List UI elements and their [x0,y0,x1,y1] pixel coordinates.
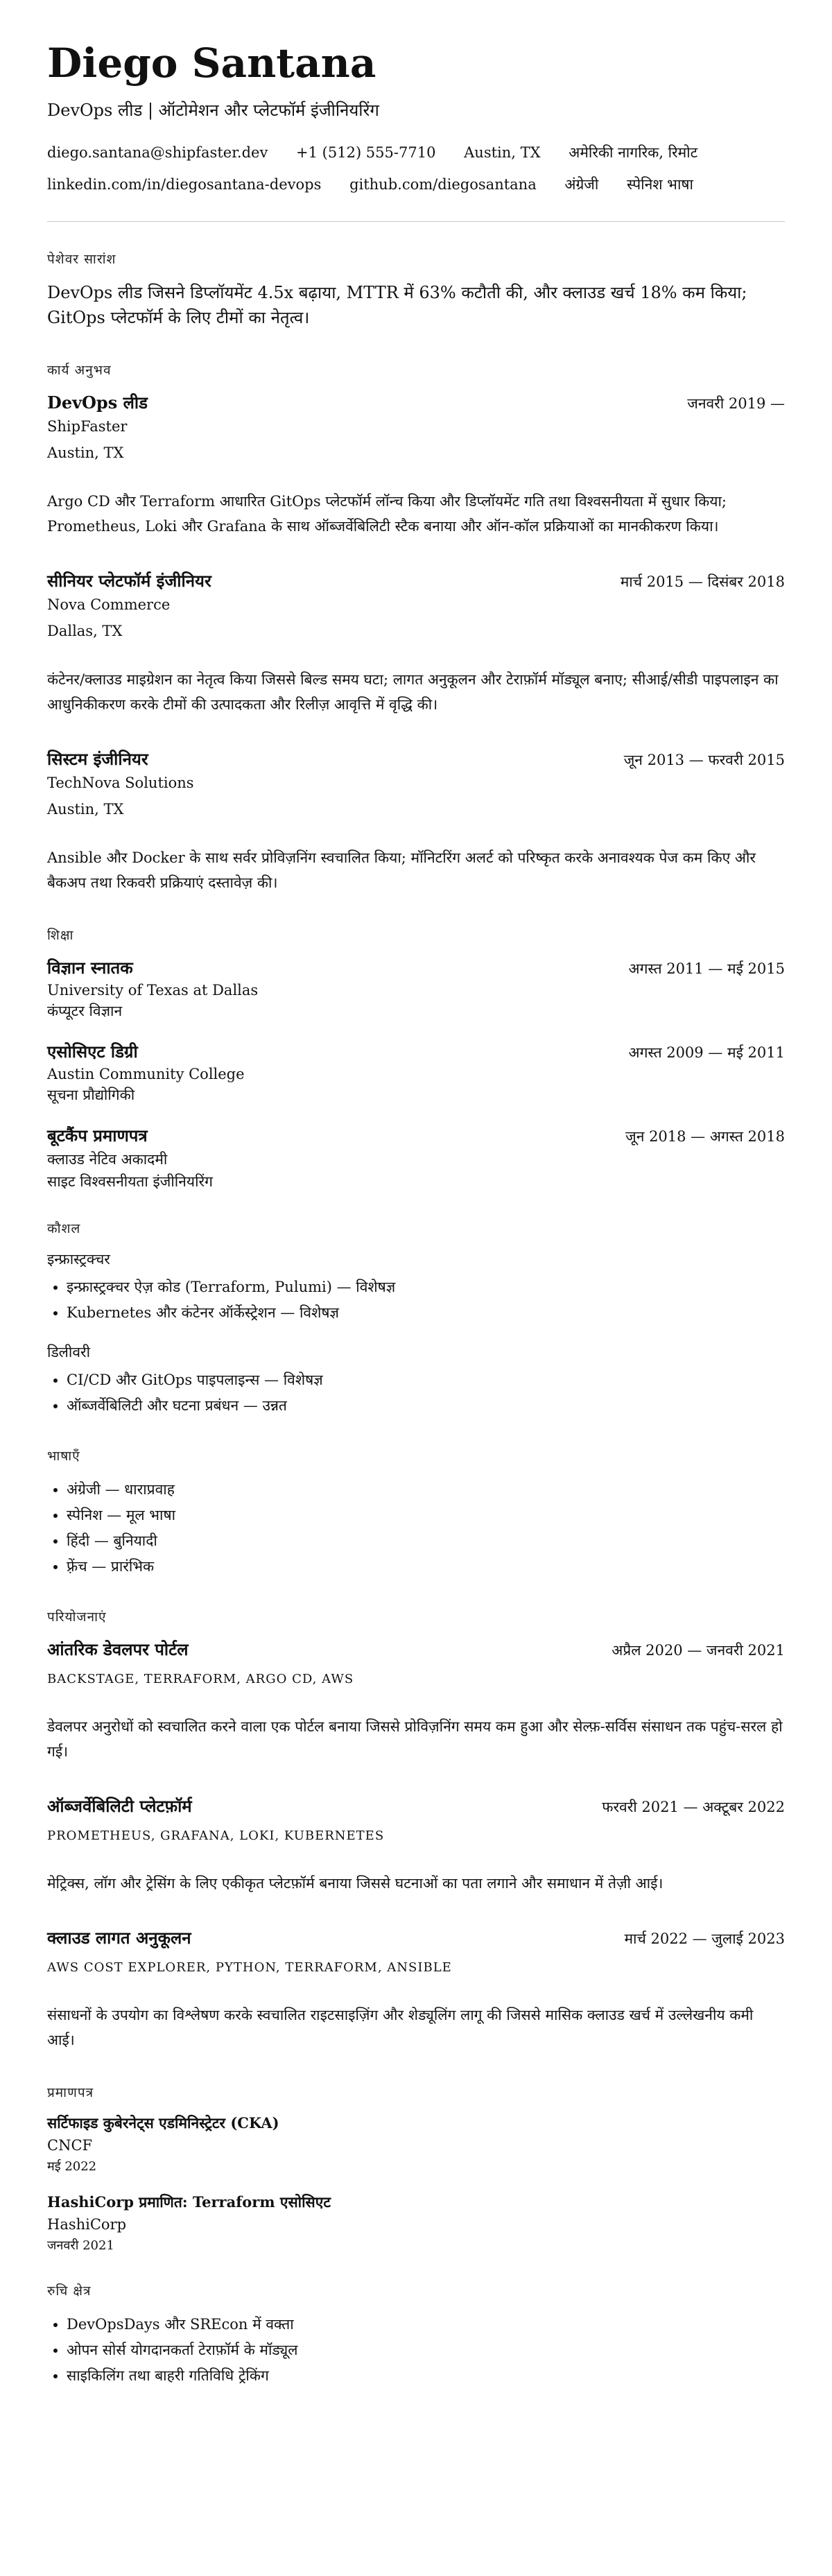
project-dates: फरवरी 2021 — अक्टूबर 2022 [602,1798,785,1815]
languages-section [47,1446,785,1580]
company-name: ShipFaster [47,417,128,435]
education-section [47,926,785,1191]
education-entry [47,1124,785,1191]
certification-entry [47,2193,785,2254]
job-description: Argo CD और Terraform आधारित GitOps प्लेटफॉर्म लॉन्च किया और डिप्लॉयमेंट गति तथा विश्वसनीयता में सुधार किया; Prometheus, Loki और Grafana के साथ ऑब्जर्वेबिलिटी स्टैक बनाया और ऑन-कॉल प्रक्रियाओं का मानकीकरण किया। [47,492,727,535]
project-title: क्लाउड लागत अनुकूलन [47,1927,191,1948]
interest-item: • DevOpsDays और SREcon में वक्ता [67,2312,785,2337]
job-location: Austin, TX [47,800,124,818]
company-name: Nova Commerce [47,596,171,613]
job-location: Austin, TX [47,444,124,461]
linkedin-link[interactable]: linkedin.com/in/diegosantana-devops [47,175,322,193]
summary-section [47,250,785,330]
skill-item: • ऑब्जर्वेबिलिटी और घटना प्रबंधन — उन्नत [67,1393,785,1419]
education-dates: अगस्त 2009 — मई 2011 [628,1044,785,1061]
degree: एसोसिएट डिग्री [47,1041,138,1062]
interests-section [47,2281,785,2389]
skills-section [47,1219,785,1419]
skill-item: • इन्फ्रास्ट्रक्चर ऐज़ कोड (Terraform, Pulumi) — विशेषज्ञ [67,1274,785,1300]
skill-list [47,1367,785,1419]
job-title: DevOps लीड [47,392,148,413]
certification-issuer: HashiCorp [47,2215,127,2233]
language-item: • हिंदी — बुनियादी [67,1528,785,1554]
headline: DevOps लीड | ऑटोमेशन और प्लेटफॉर्म इंजीनियरिंग [47,100,379,120]
project-dates: अप्रैल 2020 — जनवरी 2021 [612,1641,785,1659]
interest-item: • ओपन सोर्स योगदानकर्ता टेराफ़ॉर्म के मॉड्यूल [67,2337,785,2363]
phone[interactable]: +1 (512) 555-7710 [296,144,436,161]
certification-name: सर्टिफाइड कुबेरनेट्स एडमिनिस्ट्रेटर (CKA) [47,2113,279,2132]
job-description: Ansible और Docker के साथ सर्वर प्रोविज़निंग स्वचालित किया; मॉनिटरिंग अलर्ट को परिष्कृत करके अनावश्यक पेज कम किए और बैकअप तथा रिकवरी प्रक्रियाएं दस्तावेज़ की। [47,849,756,891]
field-of-study: साइट विश्वसनीयता इंजीनियरिंग [47,1173,213,1190]
company-name: TechNova Solutions [47,774,194,791]
header-divider [47,221,785,222]
language-item: • फ़्रेंच — प्रारंभिक [67,1554,785,1580]
job-dates: जून 2013 — फरवरी 2015 [623,751,785,768]
field-of-study: सूचना प्रौद्योगिकी [47,1086,135,1103]
certification-date: मई 2022 [47,2159,97,2174]
experience-entry [47,391,785,539]
experience-entry [47,569,785,717]
education-dates: अगस्त 2011 — मई 2015 [628,960,785,977]
language-spanish: स्पेनिश भाषा [627,175,693,193]
experience-section [47,361,785,895]
certifications-section [47,2083,785,2254]
projects-section [47,1607,785,2052]
language-item: • अंग्रेजी — धाराप्रवाह [67,1477,785,1503]
job-dates: जनवरी 2019 — [687,395,785,412]
project-dates: मार्च 2022 — जुलाई 2023 [624,1930,785,1947]
field-of-study: कंप्यूटर विज्ञान [47,1002,123,1019]
project-tech: AWS COST EXPLORER, PYTHON, TERRAFORM, ANSIBLE [47,1960,452,1975]
language-list [47,1477,785,1580]
project-description: संसाधनों के उपयोग का विश्लेषण करके स्वचालित राइटसाइज़िंग और शेड्यूलिंग लागू की जिससे मासिक क्लाउड खर्च में उल्लेखनीय कमी आई। [47,2006,754,2048]
job-description: कंटेनर/क्लाउड माइग्रेशन का नेतृत्व किया जिससे बिल्ड समय घटा; लागत अनुकूलन और टेराफ़ॉर्म मॉड्यूल बनाए; सीआई/सीडी पाइपलाइन का आधुनिकीकरण करके टीमों की उत्पादकता और रिलीज़ आवृत्ति में वृद्धि की। [47,671,779,713]
skill-item: • Kubernetes और कंटेनर ऑर्केस्ट्रेशन — विशेषज्ञ [67,1300,785,1326]
certification-entry [47,2113,785,2175]
skill-item: • CI/CD और GitOps पाइपलाइन्स — विशेषज्ञ [67,1367,785,1393]
github-link[interactable]: github.com/diegosantana [349,175,537,193]
project-tech: BACKSTAGE, TERRAFORM, ARGO CD, AWS [47,1671,354,1686]
job-location: Dallas, TX [47,622,123,639]
section-title-certifications: प्रमाणपत्र [47,2084,94,2100]
experience-entry [47,747,785,895]
interest-list [47,2312,785,2389]
project-tech: PROMETHEUS, GRAFANA, LOKI, KUBERNETES [47,1828,385,1843]
language-item: • स्पेनिश — मूल भाषा [67,1503,785,1528]
project-description: डेवलपर अनुरोधों को स्वचालित करने वाला एक पोर्टल बनाया जिससे प्रोविज़निंग समय कम हुआ और सेल्फ़-सर्विस संसाधन तक पहुंच-सरल हो गई। [47,1718,783,1760]
project-description: मेट्रिक्स, लॉग और ट्रेसिंग के लिए एकीकृत प्लेटफ़ॉर्म बनाया जिससे घटनाओं का पता लगाने और समाधान में तेज़ी आई। [47,1874,664,1892]
project-entry [47,1795,785,1896]
institution: University of Texas at Dallas [47,981,259,999]
location: Austin, TX [464,144,541,161]
job-title: सीनियर प्लेटफॉर्म इंजीनियर [47,570,211,591]
section-title-experience: कार्य अनुभव [47,362,112,378]
section-title-education: शिक्षा [47,927,74,943]
project-title: ऑब्जर्वेबिलिटी प्लेटफ़ॉर्म [47,1795,192,1816]
institution: क्लाउड नेटिव अकादमी [47,1150,168,1168]
certification-date: जनवरी 2021 [47,2238,114,2253]
contact-info [47,137,785,200]
section-title-languages: भाषाएँ [47,1448,80,1464]
degree: विज्ञान स्नातक [47,957,133,978]
job-dates: मार्च 2015 — दिसंबर 2018 [620,573,785,590]
certification-name: HashiCorp प्रमाणित: Terraform एसोसिएट [47,2193,331,2211]
education-dates: जून 2018 — अगस्त 2018 [625,1127,785,1145]
degree: बूटकैंप प्रमाणपत्र [47,1125,148,1146]
email[interactable]: diego.santana@shipfaster.dev [47,144,268,161]
project-title: आंतरिक डेवलपर पोर्टल [47,1639,189,1659]
skill-group-title: डिलीवरी [47,1343,91,1360]
work-authorization: अमेरिकी नागरिक, रिमोट [569,144,698,161]
skill-list [47,1274,785,1326]
project-entry [47,1926,785,2052]
section-title-summary: पेशेवर सारांश [47,251,116,267]
project-entry [47,1638,785,1764]
candidate-name: Diego Santana [47,40,376,87]
section-title-projects: परियोजनाएं [47,1609,107,1625]
language-english: अंग्रेजी [564,175,599,193]
section-title-skills: कौशल [47,1220,81,1236]
section-title-interests: रुचि क्षेत्र [47,2283,92,2299]
job-title: सिस्टम इंजीनियर [47,748,148,769]
education-entry [47,1040,785,1105]
summary-text: DevOps लीड जिसने डिप्लॉयमेंट 4.5x बढ़ाया, MTTR में 63% कटौती की, और क्लाउड खर्च 18% कम किया; GitOps प्लेटफॉर्म के लिए टीमों का नेतृत्व। [47,282,747,327]
education-entry [47,956,785,1021]
skill-group-title: इन्फ्रास्ट्रक्चर [47,1250,110,1268]
interest-item: • साइकिलिंग तथा बाहरी गतिविधि ट्रेकिंग [67,2363,785,2389]
resume-header [47,42,785,200]
certification-issuer: CNCF [47,2136,93,2154]
institution: Austin Community College [47,1065,245,1082]
